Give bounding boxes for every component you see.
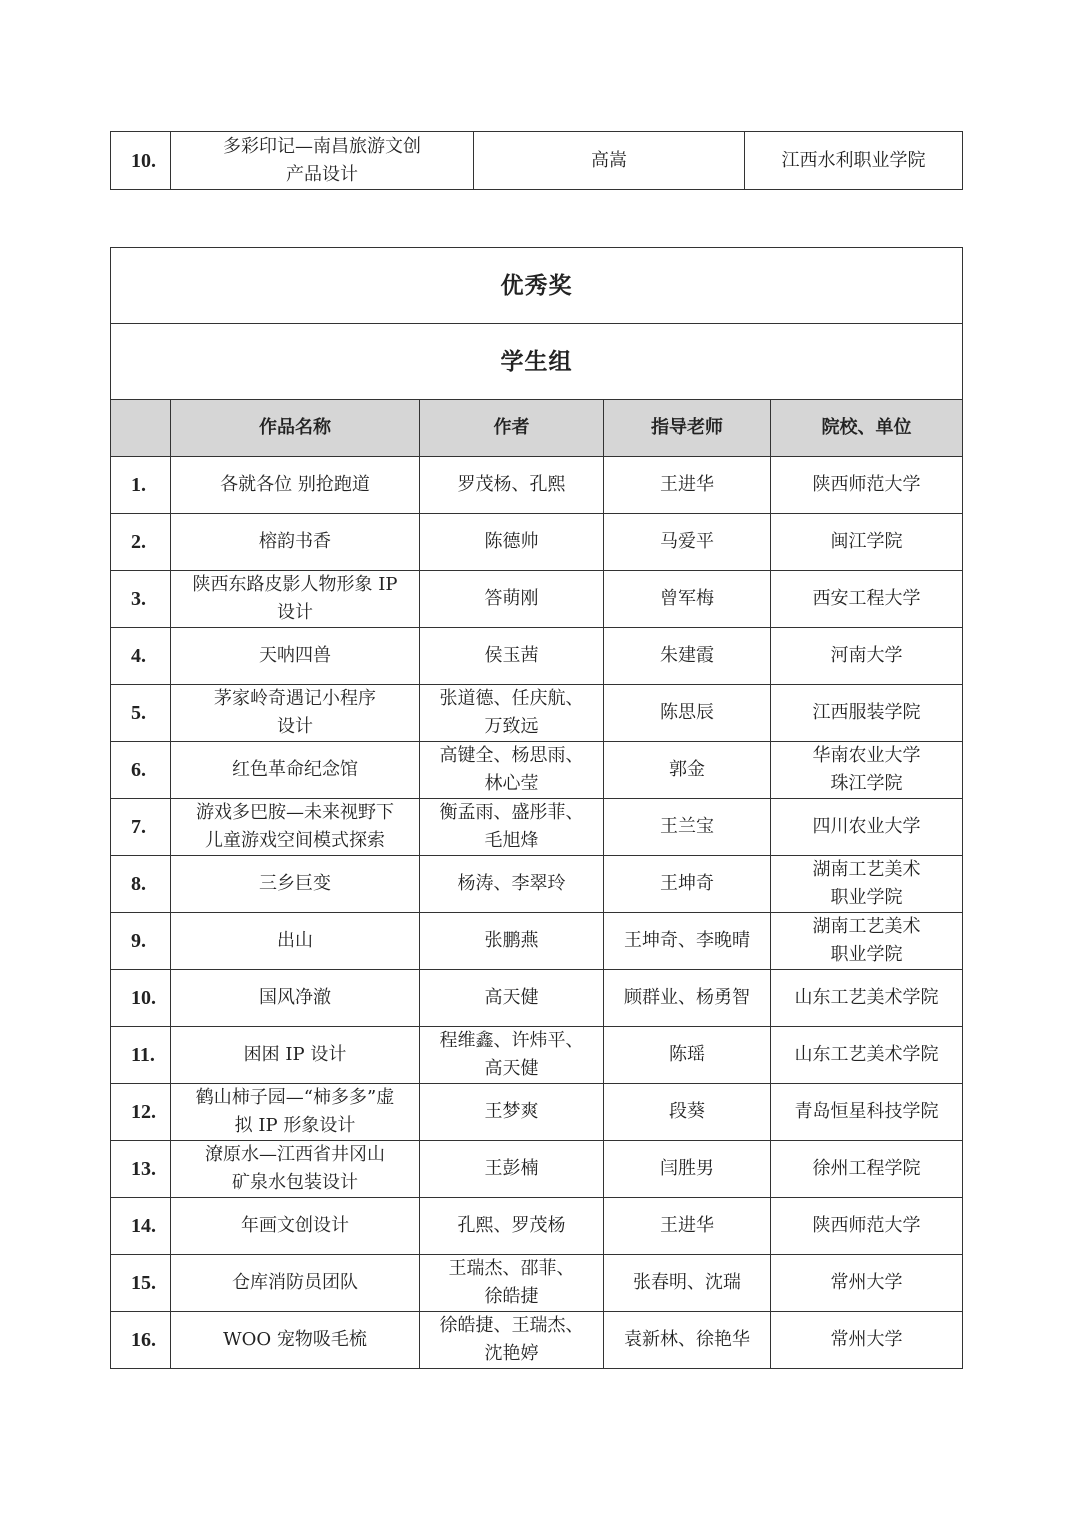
- row-number: 4.: [111, 628, 171, 685]
- teacher: 王兰宝: [604, 799, 771, 856]
- table-row: [111, 856, 963, 913]
- table-row: [111, 514, 963, 571]
- author: 侯玉茜: [420, 628, 604, 685]
- work-title: 年画文创设计: [171, 1198, 420, 1255]
- header-author: 作者: [420, 400, 604, 457]
- author: 衡孟雨、盛彤菲、 毛旭烽: [420, 799, 604, 856]
- unit: 常州大学: [771, 1255, 963, 1312]
- work-title: 出山: [171, 913, 420, 970]
- work-title: 国风净澈: [171, 970, 420, 1027]
- unit: 闽江学院: [771, 514, 963, 571]
- author: 王瑞杰、邵菲、 徐皓捷: [420, 1255, 604, 1312]
- row-number: 8.: [111, 856, 171, 913]
- table-header-row: [111, 400, 963, 457]
- table-row: [111, 628, 963, 685]
- author: 高嵩: [474, 132, 745, 190]
- header-work: 作品名称: [171, 400, 420, 457]
- row-number: 1.: [111, 457, 171, 514]
- table-row: [111, 685, 963, 742]
- work-title: 陕西东路皮影人物形象 IP 设计: [171, 571, 420, 628]
- unit: 陕西师范大学: [771, 1198, 963, 1255]
- teacher: 郭金: [604, 742, 771, 799]
- unit: 青岛恒星科技学院: [771, 1084, 963, 1141]
- table-row: [111, 1084, 963, 1141]
- author: 陈德帅: [420, 514, 604, 571]
- table-row: [111, 1198, 963, 1255]
- table-row: [111, 457, 963, 514]
- row-number: 7.: [111, 799, 171, 856]
- header-teacher: 指导老师: [604, 400, 771, 457]
- table-row: [111, 742, 963, 799]
- award-title-row: [111, 248, 963, 324]
- table-row: [111, 799, 963, 856]
- work-title: 游戏多巴胺—未来视野下 儿童游戏空间模式探索: [171, 799, 420, 856]
- table-row: [111, 1027, 963, 1084]
- teacher: 王坤奇: [604, 856, 771, 913]
- teacher: 王进华: [604, 1198, 771, 1255]
- row-number: 6.: [111, 742, 171, 799]
- work-title: 仓库消防员团队: [171, 1255, 420, 1312]
- row-number: 16.: [111, 1312, 171, 1369]
- unit: 湖南工艺美术 职业学院: [771, 913, 963, 970]
- group-title: 学生组: [111, 324, 963, 400]
- group-title-row: [111, 324, 963, 400]
- work-title: 困困 IP 设计: [171, 1027, 420, 1084]
- unit: 山东工艺美术学院: [771, 1027, 963, 1084]
- teacher: 段葵: [604, 1084, 771, 1141]
- row-number: 12.: [111, 1084, 171, 1141]
- row-number: 10.: [111, 132, 171, 190]
- unit: 西安工程大学: [771, 571, 963, 628]
- header-unit: 院校、单位: [771, 400, 963, 457]
- author: 罗茂杨、孔熙: [420, 457, 604, 514]
- teacher: 张春明、沈瑞: [604, 1255, 771, 1312]
- author: 高天健: [420, 970, 604, 1027]
- award-title: 优秀奖: [111, 248, 963, 324]
- row-number: 13.: [111, 1141, 171, 1198]
- unit: 河南大学: [771, 628, 963, 685]
- excellence-award-table: [110, 247, 963, 1369]
- work-title: 茅家岭奇遇记小程序 设计: [171, 685, 420, 742]
- work-title: WOO 宠物吸毛梳: [171, 1312, 420, 1369]
- work-title: 鹤山柿子园—“柿多多”虚 拟 IP 形象设计: [171, 1084, 420, 1141]
- table-row: [111, 571, 963, 628]
- work-title: 榕韵书香: [171, 514, 420, 571]
- table-row: [111, 1141, 963, 1198]
- unit: 四川农业大学: [771, 799, 963, 856]
- author: 孔熙、罗茂杨: [420, 1198, 604, 1255]
- header-num: [111, 400, 171, 457]
- row-number: 14.: [111, 1198, 171, 1255]
- award-table-body: [111, 457, 963, 1369]
- previous-award-table-body: [111, 132, 963, 190]
- unit: 江西服装学院: [771, 685, 963, 742]
- author: 答萌刚: [420, 571, 604, 628]
- table-row: [111, 913, 963, 970]
- row-number: 2.: [111, 514, 171, 571]
- teacher: 陈思辰: [604, 685, 771, 742]
- teacher: 朱建霞: [604, 628, 771, 685]
- table-row: [111, 1255, 963, 1312]
- teacher: 顾群业、杨勇智: [604, 970, 771, 1027]
- work-title: 多彩印记—南昌旅游文创 产品设计: [171, 132, 474, 190]
- author: 张鹏燕: [420, 913, 604, 970]
- unit: 陕西师范大学: [771, 457, 963, 514]
- teacher: 闫胜男: [604, 1141, 771, 1198]
- author: 张道德、任庆航、 万致远: [420, 685, 604, 742]
- teacher: 马爱平: [604, 514, 771, 571]
- row-number: 10.: [111, 970, 171, 1027]
- author: 程维鑫、许炜平、 高天健: [420, 1027, 604, 1084]
- row-number: 15.: [111, 1255, 171, 1312]
- unit: 山东工艺美术学院: [771, 970, 963, 1027]
- row-number: 11.: [111, 1027, 171, 1084]
- teacher: 曾军梅: [604, 571, 771, 628]
- row-number: 9.: [111, 913, 171, 970]
- work-title: 各就各位 别抢跑道: [171, 457, 420, 514]
- unit: 江西水利职业学院: [745, 132, 963, 190]
- author: 王彭楠: [420, 1141, 604, 1198]
- teacher: 王进华: [604, 457, 771, 514]
- unit: 华南农业大学 珠江学院: [771, 742, 963, 799]
- author: 杨涛、李翠玲: [420, 856, 604, 913]
- unit: 徐州工程学院: [771, 1141, 963, 1198]
- row-number: 5.: [111, 685, 171, 742]
- author: 高键全、杨思雨、 林心莹: [420, 742, 604, 799]
- previous-award-table: [110, 131, 963, 190]
- row-number: 3.: [111, 571, 171, 628]
- table-row: [111, 132, 963, 190]
- author: 王梦爽: [420, 1084, 604, 1141]
- teacher: 袁新林、徐艳华: [604, 1312, 771, 1369]
- work-title: 三乡巨变: [171, 856, 420, 913]
- work-title: 潦原水—江西省井冈山 矿泉水包装设计: [171, 1141, 420, 1198]
- work-title: 天呐四兽: [171, 628, 420, 685]
- teacher: 陈瑶: [604, 1027, 771, 1084]
- work-title: 红色革命纪念馆: [171, 742, 420, 799]
- unit: 常州大学: [771, 1312, 963, 1369]
- table-row: [111, 970, 963, 1027]
- unit: 湖南工艺美术 职业学院: [771, 856, 963, 913]
- table-row: [111, 1312, 963, 1369]
- teacher: 王坤奇、李晚晴: [604, 913, 771, 970]
- author: 徐皓捷、王瑞杰、 沈艳婷: [420, 1312, 604, 1369]
